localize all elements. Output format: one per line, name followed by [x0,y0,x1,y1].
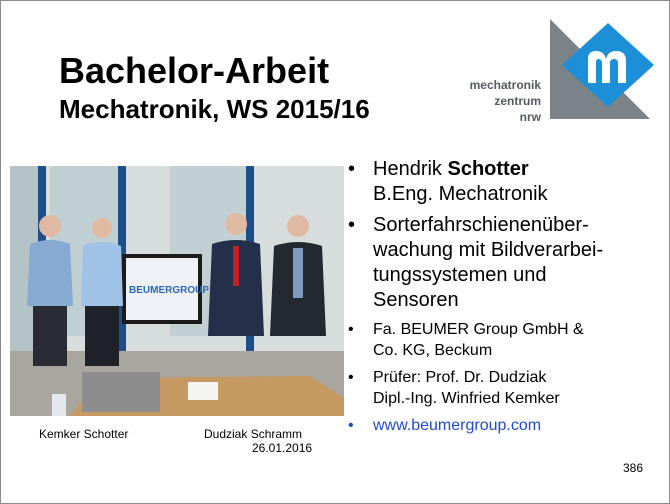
bullet-examiners [346,367,656,409]
photo-caption-right: Dudziak Schramm [204,427,303,441]
bullet-topic [346,213,656,313]
page-number: 386 [623,461,644,475]
slide-subtitle: Mechatronik, WS 2015/16 [59,94,370,124]
group-photo [10,166,344,416]
bullet-website [346,415,656,436]
examiner-line: Prüfer: Prof. Dr. Dudziak [373,369,547,386]
bullet-company [346,319,656,361]
student-surname: Schotter [447,158,529,180]
bullet-marker: • [348,321,354,338]
bullet-marker: • [348,369,354,386]
mechatronik-zentrum-logo-icon [550,19,660,129]
company-line: Co. KG, Beckum [373,342,493,359]
student-first-name: Hendrik [373,158,448,180]
bullet-student [346,157,656,207]
photo-caption-left: Kemker Schotter [39,427,129,441]
company-line: Fa. BEUMER Group GmbH & [373,321,584,338]
examiner-line: Dipl.-Ing. Winfried Kemker [373,390,560,407]
logo-text-line2: zentrum [494,94,541,108]
screen-logo-text: BEUMERGROUP [129,285,210,296]
website-link[interactable]: www.beumergroup.com [373,417,542,434]
bullet-list [346,151,656,442]
bullet-marker: • [348,417,354,434]
logo-text-line1: mechatronik [469,78,541,92]
topic-line: tungssystemen und [373,264,547,286]
logo-text-line3: nrw [519,110,541,124]
photo-date: 26.01.2016 [252,441,313,455]
slide-title: Bachelor-Arbeit [59,50,330,91]
topic-line: Sorterfahrschienenüber- [373,214,589,236]
bullet-marker: • [348,214,356,236]
student-degree: B.Eng. Mechatronik [373,183,548,205]
bullet-marker: • [348,158,356,180]
topic-line: wachung mit Bildverarbei- [373,239,604,261]
topic-line: Sensoren [373,289,459,311]
